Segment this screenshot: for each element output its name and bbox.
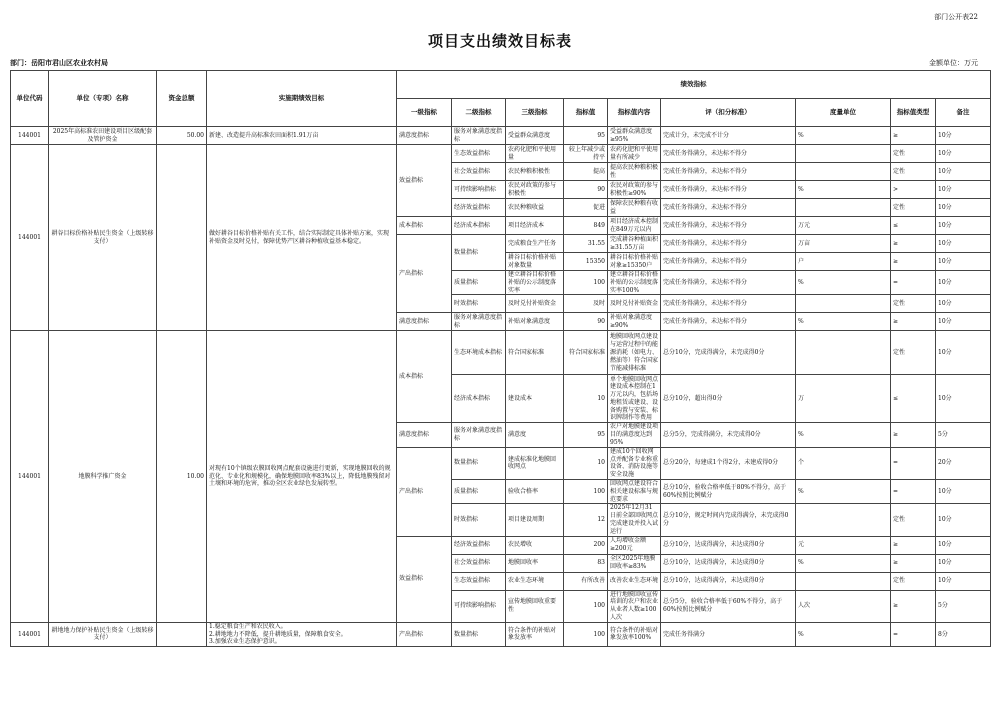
level2-indicator: 服务对象满意度指标 (452, 127, 506, 145)
department-label: 部门：岳阳市君山区农业农村局 (10, 58, 108, 67)
indicator-value: 90 (564, 181, 608, 199)
indicator-content: 农户对地膜建设项目的满意度达到95% (608, 423, 661, 447)
project-name: 耕谷目标价格补贴民生资金（上级转移支付） (49, 145, 157, 331)
level1-indicator: 成本指标 (397, 331, 452, 423)
value-type: 定性 (891, 331, 936, 375)
indicator-content: 农民对政策的参与积极性≥90% (608, 181, 661, 199)
measure-unit: 户 (796, 253, 891, 271)
project-name: 耕地地力保护补贴民生资金（上级转移支付） (49, 622, 157, 646)
header-type: 指标值类型 (891, 99, 936, 127)
level1-indicator: 效益指标 (397, 145, 452, 217)
indicator-content: 耕谷目标价格补贴对象≥15350户 (608, 253, 661, 271)
value-type: 定性 (891, 572, 936, 590)
value-type: = (891, 271, 936, 295)
page-title: 项目支出绩效目标表 (427, 32, 572, 50)
value-type: 定性 (891, 504, 936, 536)
value-type: ≥ (891, 536, 936, 554)
note: 10分 (936, 313, 991, 331)
score-standard: 完成任务得满分 (661, 622, 796, 646)
project-amount (157, 622, 207, 646)
table-row (11, 127, 991, 145)
level2-indicator: 社会效益指标 (452, 163, 506, 181)
score-standard: 完成计分，未完成不计分 (661, 127, 796, 145)
project-target: 做好耕谷目标价格补贴有关工作，结合实际制定具体补贴方案，实现补贴资金及时兑付，保障优势产区耕谷种植收益基本稳定。 (207, 145, 397, 331)
value-type: ≥ (891, 313, 936, 331)
note: 5分 (936, 423, 991, 447)
level3-indicator: 建成标准化地膜回收网点 (506, 447, 564, 479)
level1-indicator: 满意度指标 (397, 313, 452, 331)
level2-indicator: 服务对象满意度指标 (452, 423, 506, 447)
score-standard: 总分10分，达成得满分，未达成得0分 (661, 554, 796, 572)
indicator-value: 10 (564, 447, 608, 479)
value-type: = (891, 479, 936, 503)
level2-indicator: 生态效益指标 (452, 572, 506, 590)
level3-indicator: 宣传地膜回收重要性 (506, 590, 564, 622)
level2-indicator: 质量指标 (452, 479, 506, 503)
score-standard: 完成任务得满分，未达标不得分 (661, 253, 796, 271)
measure-unit: 万元 (796, 217, 891, 235)
note: 10分 (936, 217, 991, 235)
indicator-value: 31.55 (564, 235, 608, 253)
level3-indicator: 及时兑付补贴资金 (506, 295, 564, 313)
indicator-value: 83 (564, 554, 608, 572)
measure-unit (796, 295, 891, 313)
score-standard: 完成任务得满分，未达标不得分 (661, 271, 796, 295)
note: 10分 (936, 295, 991, 313)
indicator-content: 完成耕谷种植面积≥31.55万亩 (608, 235, 661, 253)
note: 10分 (936, 479, 991, 503)
level2-indicator: 经济成本指标 (452, 217, 506, 235)
indicator-value: 10 (564, 375, 608, 423)
indicator-content: 补贴对象满意度≥90% (608, 313, 661, 331)
level2-indicator: 经济成本指标 (452, 375, 506, 423)
score-standard: 完成任务得满分，未达标不得分 (661, 295, 796, 313)
measure-unit: % (796, 313, 891, 331)
note: 10分 (936, 375, 991, 423)
measure-unit: 元 (796, 536, 891, 554)
indicator-content: 建成10个回收网点并配备专业称重设备、消防设施等安全设施 (608, 447, 661, 479)
indicator-value: 较上年减少或持平 (564, 145, 608, 163)
measure-unit: % (796, 479, 891, 503)
table-number: 部门公开表22 (934, 13, 978, 21)
score-standard: 完成任务得满分，未达标不得分 (661, 217, 796, 235)
score-standard: 完成任务得满分，未达标不得分 (661, 235, 796, 253)
indicator-content: 进行地膜回收宣传培训的农户和农业从业者人数≥100人次 (608, 590, 661, 622)
level3-indicator: 建设成本 (506, 375, 564, 423)
unit-label: 金额单位：万元 (929, 59, 978, 67)
indicator-value: 有所改善 (564, 572, 608, 590)
indicator-content: 2025年12月31日前全部回收网点完成建设并投入试运行 (608, 504, 661, 536)
note: 10分 (936, 127, 991, 145)
header-amount: 资金总额 (157, 71, 207, 127)
level3-indicator: 满意度 (506, 423, 564, 447)
note: 20分 (936, 447, 991, 479)
note: 10分 (936, 163, 991, 181)
level2-indicator: 时效指标 (452, 295, 506, 313)
header-level1: 一级指标 (397, 99, 452, 127)
measure-unit: 万 (796, 375, 891, 423)
score-standard: 总分5分，完成得满分，未完成得0分 (661, 423, 796, 447)
measure-unit: % (796, 181, 891, 199)
measure-unit: 人次 (796, 590, 891, 622)
level1-indicator: 产出指标 (397, 235, 452, 313)
indicator-content: 保障农民种粮有收益 (608, 199, 661, 217)
header-indicator-group: 绩效指标 (397, 71, 991, 99)
level3-indicator: 项目经济成本 (506, 217, 564, 235)
indicator-value: 95 (564, 423, 608, 447)
level1-indicator: 满意度指标 (397, 127, 452, 145)
score-standard: 总分10分，规定时间内完成得满分，未完成得0分 (661, 504, 796, 536)
value-type: ≥ (891, 423, 936, 447)
value-type: ≥ (891, 554, 936, 572)
level2-indicator: 经济效益指标 (452, 199, 506, 217)
level1-indicator: 成本指标 (397, 217, 452, 235)
note: 10分 (936, 145, 991, 163)
header-target: 实施期绩效目标 (207, 71, 397, 127)
level3-indicator: 耕谷目标价格补贴对象数量 (506, 253, 564, 271)
indicator-value: 100 (564, 479, 608, 503)
table-row (11, 622, 991, 646)
indicator-value: 849 (564, 217, 608, 235)
level2-indicator: 经济效益指标 (452, 536, 506, 554)
level3-indicator: 符合条件的补贴对象发放率 (506, 622, 564, 646)
header-note: 备注 (936, 99, 991, 127)
note: 5分 (936, 590, 991, 622)
measure-unit (796, 145, 891, 163)
indicator-value: 100 (564, 622, 608, 646)
project-name: 地膜科学推广资金 (49, 331, 157, 622)
score-standard: 完成任务得满分，未达标不得分 (661, 145, 796, 163)
score-standard: 完成任务得满分，未达标不得分 (661, 181, 796, 199)
value-type: = (891, 447, 936, 479)
level3-indicator: 补贴对象满意度 (506, 313, 564, 331)
indicator-content: 地膜回收网点建设与运营过程中的能源消耗（如电力、燃油等）符合国家节能减排标准 (608, 331, 661, 375)
measure-unit (796, 572, 891, 590)
score-standard: 完成任务得满分，未达标不得分 (661, 199, 796, 217)
indicator-content: 提高农民种粮积极性 (608, 163, 661, 181)
note: 8分 (936, 622, 991, 646)
value-type: ≤ (891, 217, 936, 235)
note: 10分 (936, 572, 991, 590)
value-type: 定性 (891, 295, 936, 313)
indicator-content: 项目经济成本控制在849万元以内 (608, 217, 661, 235)
score-standard: 总分10分，验收合格率低于80%不得分，高于60%按照比例赋分 (661, 479, 796, 503)
indicator-value: 符合国家标准 (564, 331, 608, 375)
project-amount: 10.00 (157, 331, 207, 622)
value-type: = (891, 622, 936, 646)
level3-indicator: 农业生态环境 (506, 572, 564, 590)
measure-unit: % (796, 423, 891, 447)
level2-indicator: 可持续影响指标 (452, 181, 506, 199)
level2-indicator: 时效指标 (452, 504, 506, 536)
project-target: 1.稳定粮食生产和农民收入。 2.耕地地力不降低，提升耕地质量，保障粮食安全。 3.加强农业生态保护意识。 (207, 622, 397, 646)
level3-indicator: 农民种粮积极性 (506, 163, 564, 181)
header-content: 指标值内容 (608, 99, 661, 127)
indicator-content: 改善农业生态环境 (608, 572, 661, 590)
indicator-value: 促进 (564, 199, 608, 217)
level2-indicator: 质量指标 (452, 271, 506, 295)
measure-unit (796, 199, 891, 217)
level3-indicator: 农民对政策的参与积极性 (506, 181, 564, 199)
project-target: 新建、改造提升高标准农田面积1.91万亩 (207, 127, 397, 145)
score-standard: 总分10分，达成得满分，未达成得0分 (661, 536, 796, 554)
table-row (11, 331, 991, 375)
value-type: ≥ (891, 253, 936, 271)
header-unit: 度量单位 (796, 99, 891, 127)
level1-indicator: 产出指标 (397, 622, 452, 646)
header-level2: 二级指标 (452, 99, 506, 127)
project-code: 144001 (11, 127, 49, 145)
project-amount (157, 145, 207, 331)
level3-indicator: 农民增收 (506, 536, 564, 554)
level2-indicator: 数量指标 (452, 447, 506, 479)
indicator-value: 200 (564, 536, 608, 554)
measure-unit (796, 504, 891, 536)
project-target: 对现有10个镇级农膜回收网点配套设施进行更新，实现地膜回收的规范化、专业化和规模化，确保地膜回收率83%以上，降低地膜残留对土壤和环境的危害，推动全区农业绿色发展转型。 (207, 331, 397, 622)
note: 10分 (936, 554, 991, 572)
indicator-value: 提高 (564, 163, 608, 181)
value-type: ≤ (891, 375, 936, 423)
note: 10分 (936, 271, 991, 295)
performance-table (10, 70, 991, 647)
measure-unit: % (796, 622, 891, 646)
measure-unit: 万亩 (796, 235, 891, 253)
level2-indicator: 生态环境成本指标 (452, 331, 506, 375)
measure-unit (796, 331, 891, 375)
note: 10分 (936, 536, 991, 554)
value-type: 定性 (891, 145, 936, 163)
level3-indicator: 地膜回收率 (506, 554, 564, 572)
indicator-content: 人均增收金额≥200元 (608, 536, 661, 554)
level3-indicator: 验收合格率 (506, 479, 564, 503)
level3-indicator: 符合国家标准 (506, 331, 564, 375)
indicator-content: 回收网点建设符合相关建设标准与规范要求 (608, 479, 661, 503)
value-type: ≥ (891, 127, 936, 145)
level1-indicator: 效益指标 (397, 536, 452, 622)
note: 10分 (936, 199, 991, 217)
note: 10分 (936, 504, 991, 536)
measure-unit (796, 163, 891, 181)
level3-indicator: 农药化肥和平使用量 (506, 145, 564, 163)
score-standard: 完成任务得满分，未达标不得分 (661, 163, 796, 181)
indicator-content: 单个地膜回收网点建设成本控制在1万元以内，包括场地租赁或建设、设备购置与安装、标识牌制作等费用 (608, 375, 661, 423)
header-value: 指标值 (564, 99, 608, 127)
level2-indicator: 生态效益指标 (452, 145, 506, 163)
indicator-content: 农药化肥和平使用量有所减少 (608, 145, 661, 163)
table-row (11, 145, 991, 163)
indicator-value: 95 (564, 127, 608, 145)
level3-indicator: 受益群众满意度 (506, 127, 564, 145)
indicator-content: 建立耕谷目标价格补贴的公示制度落实率100% (608, 271, 661, 295)
header-name: 单位（专项）名称 (49, 71, 157, 127)
value-type: ≥ (891, 590, 936, 622)
indicator-value: 100 (564, 271, 608, 295)
indicator-value: 15350 (564, 253, 608, 271)
project-code: 144001 (11, 622, 49, 646)
indicator-value: 及时 (564, 295, 608, 313)
value-type: 定性 (891, 199, 936, 217)
score-standard: 总分10分，达成得满分，未达成得0分 (661, 572, 796, 590)
project-code: 144001 (11, 331, 49, 622)
header-score: 评（扣分标准） (661, 99, 796, 127)
score-standard: 总分5分，验收合格率低于60%不得分，高于60%按照比例赋分 (661, 590, 796, 622)
header-code: 单位代码 (11, 71, 49, 127)
indicator-value: 12 (564, 504, 608, 536)
level1-indicator: 产出指标 (397, 447, 452, 536)
score-standard: 完成任务得满分，未达标不得分 (661, 313, 796, 331)
measure-unit: % (796, 127, 891, 145)
project-name: 2025年高标准农田建设项目区级配套及管护资金 (49, 127, 157, 145)
note: 10分 (936, 253, 991, 271)
level2-indicator: 服务对象满意度指标 (452, 313, 506, 331)
indicator-content: 全区2025年地膜回收率≥83% (608, 554, 661, 572)
score-standard: 总分20分，每建成1个得2分，未建成得0分 (661, 447, 796, 479)
level2-indicator: 数量指标 (452, 235, 506, 271)
level2-indicator: 可持续影响指标 (452, 590, 506, 622)
indicator-value: 90 (564, 313, 608, 331)
measure-unit: 个 (796, 447, 891, 479)
level2-indicator: 数量指标 (452, 622, 506, 646)
level3-indicator: 项目建设周期 (506, 504, 564, 536)
level3-indicator: 建立耕谷目标价格补贴的公示制度落实率 (506, 271, 564, 295)
value-type: 定性 (891, 163, 936, 181)
score-standard: 总分10分，完成得满分，未完成得0分 (661, 331, 796, 375)
indicator-content: 受益群众满意度≥95% (608, 127, 661, 145)
level2-indicator: 社会效益指标 (452, 554, 506, 572)
header-level3: 三级指标 (506, 99, 564, 127)
value-type: ≥ (891, 235, 936, 253)
measure-unit: % (796, 554, 891, 572)
project-amount: 50.00 (157, 127, 207, 145)
note: 10分 (936, 235, 991, 253)
indicator-content: 及时兑付补贴资金 (608, 295, 661, 313)
value-type: > (891, 181, 936, 199)
level3-indicator: 完成粮食生产任务 (506, 235, 564, 253)
indicator-content: 符合条件的补贴对象发放率100% (608, 622, 661, 646)
measure-unit: % (796, 271, 891, 295)
score-standard: 总分10分，超出得0分 (661, 375, 796, 423)
indicator-value: 100 (564, 590, 608, 622)
level1-indicator: 满意度指标 (397, 423, 452, 447)
project-code: 144001 (11, 145, 49, 331)
note: 10分 (936, 331, 991, 375)
level3-indicator: 农民种粮收益 (506, 199, 564, 217)
note: 10分 (936, 181, 991, 199)
